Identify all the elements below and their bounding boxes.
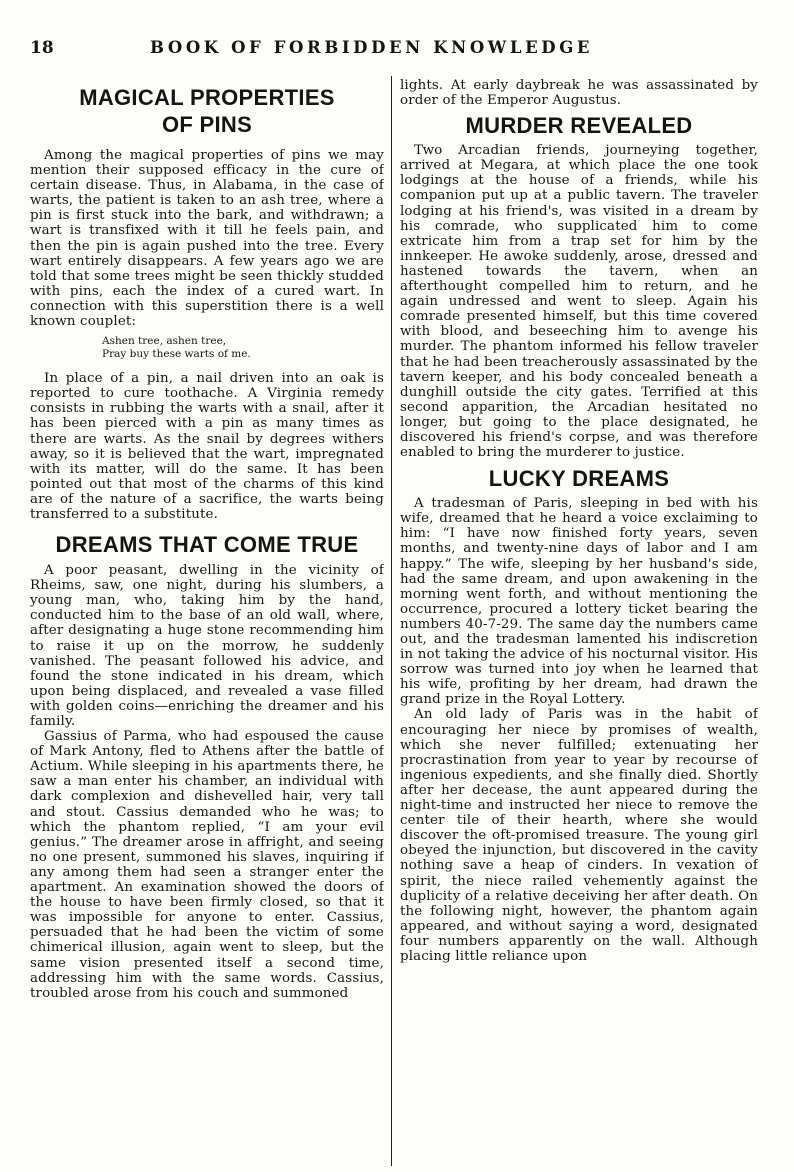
heading-line-1: MAGICAL PROPERTIES: [79, 85, 335, 110]
section-lucky-dreams: [400, 466, 758, 964]
paragraph: An old lady of Paris was in the habit of encouraging her niece by promises of wealth, which she never fulfilled; extenuating her procrastination from year to year by recourse of ingenious expedients, and she finally died. Shortly after her decease, the aunt appeared during the night-time and instructed her niece to remove the center tile of their hearth, where she would discover the oft-promised treasure. The young girl obeyed the injunction, but discovered in the cavity nothing save a heap of cinders. In vexation of spirit, the niece railed vehemently against the duplicity of a relative deceiving her after death. On the following night, however, the phantom again appeared, and without saying a word, designated four numbers apparently on the wall. Although placing little reliance upon: [400, 707, 758, 964]
heading-line-2: OF PINS: [161, 112, 253, 137]
paragraph: Gassius of Parma, who had espoused the cause of Mark Antony, fled to Athens after the battle of Actium. While sleeping in his apartments there, he saw a man enter his chamber, an individual with dark complexion and dishevelled hair, very tall and stout. Cassius demanded who he was; to which the phantom replied, “I am your evil genius.” The dreamer arose in affright, and seeing no one present, summoned his slaves, inquiring if any among them had seen a stranger enter the apartment. An examination showed the doors of the house to have been firmly closed, so that it was impossible for anyone to enter. Cassius, persuaded that he had been the victim of some chimerical illusion, again went to sleep, but the same vision presented itself a second time, addressing him with the same words. Cassius, troubled arose from his couch and summoned: [30, 729, 384, 1001]
running-title: BOOK OF FORBIDDEN KNOWLEDGE: [150, 38, 594, 57]
continuation-paragraph: lights. At early daybreak he was assassinated by order of the Emperor Augustus.: [400, 78, 758, 109]
section-murder-revealed: [400, 113, 758, 460]
paragraph: In place of a pin, a nail driven into an oak is reported to cure toothache. A Virginia remedy consists in rubbing the warts with a snail, after it has been pierced with a pin as many times as there are warts. As the snail by degrees withers away, so it is believed that the wart, impregnated with its matter, will do the same. It has been pointed out that most of the charms of this kind are of the nature of a sacrifice, the warts being transferred to a substitute.: [30, 371, 384, 522]
section-heading-murder: MURDER REVEALED: [465, 113, 693, 139]
right-column: [400, 78, 758, 1164]
left-column: [30, 78, 384, 1164]
couplet: [102, 335, 384, 361]
couplet-line-1: Ashen tree, ashen tree,: [102, 335, 227, 348]
paragraph: A tradesman of Paris, sleeping in bed with his wife, dreamed that he heard a voice exclaiming to him: “I have now finished forty years, seven months, and twenty-nine days of labor and I am happy.” The wife, sleeping by her husband's side, had the same dream, and upon awakening in the morning went forth, and without mentioning the occurrence, procured a lottery ticket bearing the numbers 40-7-29. The same day the numbers came out, and the tradesman lamented his indiscretion in not taking the advice of his nocturnal visitor. His sorrow was turned into joy when he learned that his wife, profiting by her dream, had drawn the grand prize in the Royal Lottery.: [400, 496, 758, 708]
couplet-line-2: Pray buy these warts of me.: [102, 348, 251, 361]
section-dreams-that-come-true: [30, 532, 384, 1001]
page-header: [30, 38, 770, 60]
paragraph: Among the magical properties of pins we may mention their supposed efficacy in the cure of certain disease. Thus, in Alabama, in the case of warts, the patient is taken to an ash tree, where a pin is first stuck into the bark, and withdrawn; a wart is transfixed with it till he feels pain, and then the pin is again pushed into the tree. Every wart entirely disappears. A few years ago we are told that some trees might be seen thickly studded with pins, each the index of a cured wart. In connection with this superstition there is a well known couplet:: [30, 148, 384, 330]
section-heading-lucky: LUCKY DREAMS: [488, 466, 670, 492]
paragraph: A poor peasant, dwelling in the vicinity of Rheims, saw, one night, during his slumbers, a young man, who, taking him by the hand, conducted him to the base of an old wall, where, after designating a huge stone recommending him to raise it up on the morrow, he suddenly vanished. The peasant followed his advice, and found the stone indicated in his dream, which upon being displaced, and revealed a vase filled with golden coins—enriching the dreamer and his family.: [30, 563, 384, 729]
page-number: 18: [30, 38, 54, 58]
column-divider: [391, 76, 392, 1166]
section-heading-dreams: DREAMS THAT COME TRUE: [55, 532, 359, 558]
section-heading-magical: [30, 84, 384, 138]
paragraph: Two Arcadian friends, journeying together, arrived at Megara, at which place the one took lodgings at the house of a friends, while his companion put up at a public tavern. The traveler lodging at his friend's, was visited in a dream by his comrade, who supplicated him to come extricate him from a trap set for him by the innkeeper. He awoke suddenly, arose, dressed and hastened towards the tavern, when an afterthought compelled him to return, and he again undressed and went to sleep. Again his comrade presented himself, but this time covered with blood, and beseeching him to avenge his murder. The phantom informed his fellow traveler that he had been treacherously assassinated by the tavern keeper, and his body concealed beneath a dunghill outside the city gates. Terrified at this second apparition, the Arcadian hesitated no longer, but going to the place designated, he discovered his friend's corpse, and was therefore enabled to bring the murderer to justice.: [400, 143, 758, 461]
section-magical-properties: [30, 84, 384, 522]
